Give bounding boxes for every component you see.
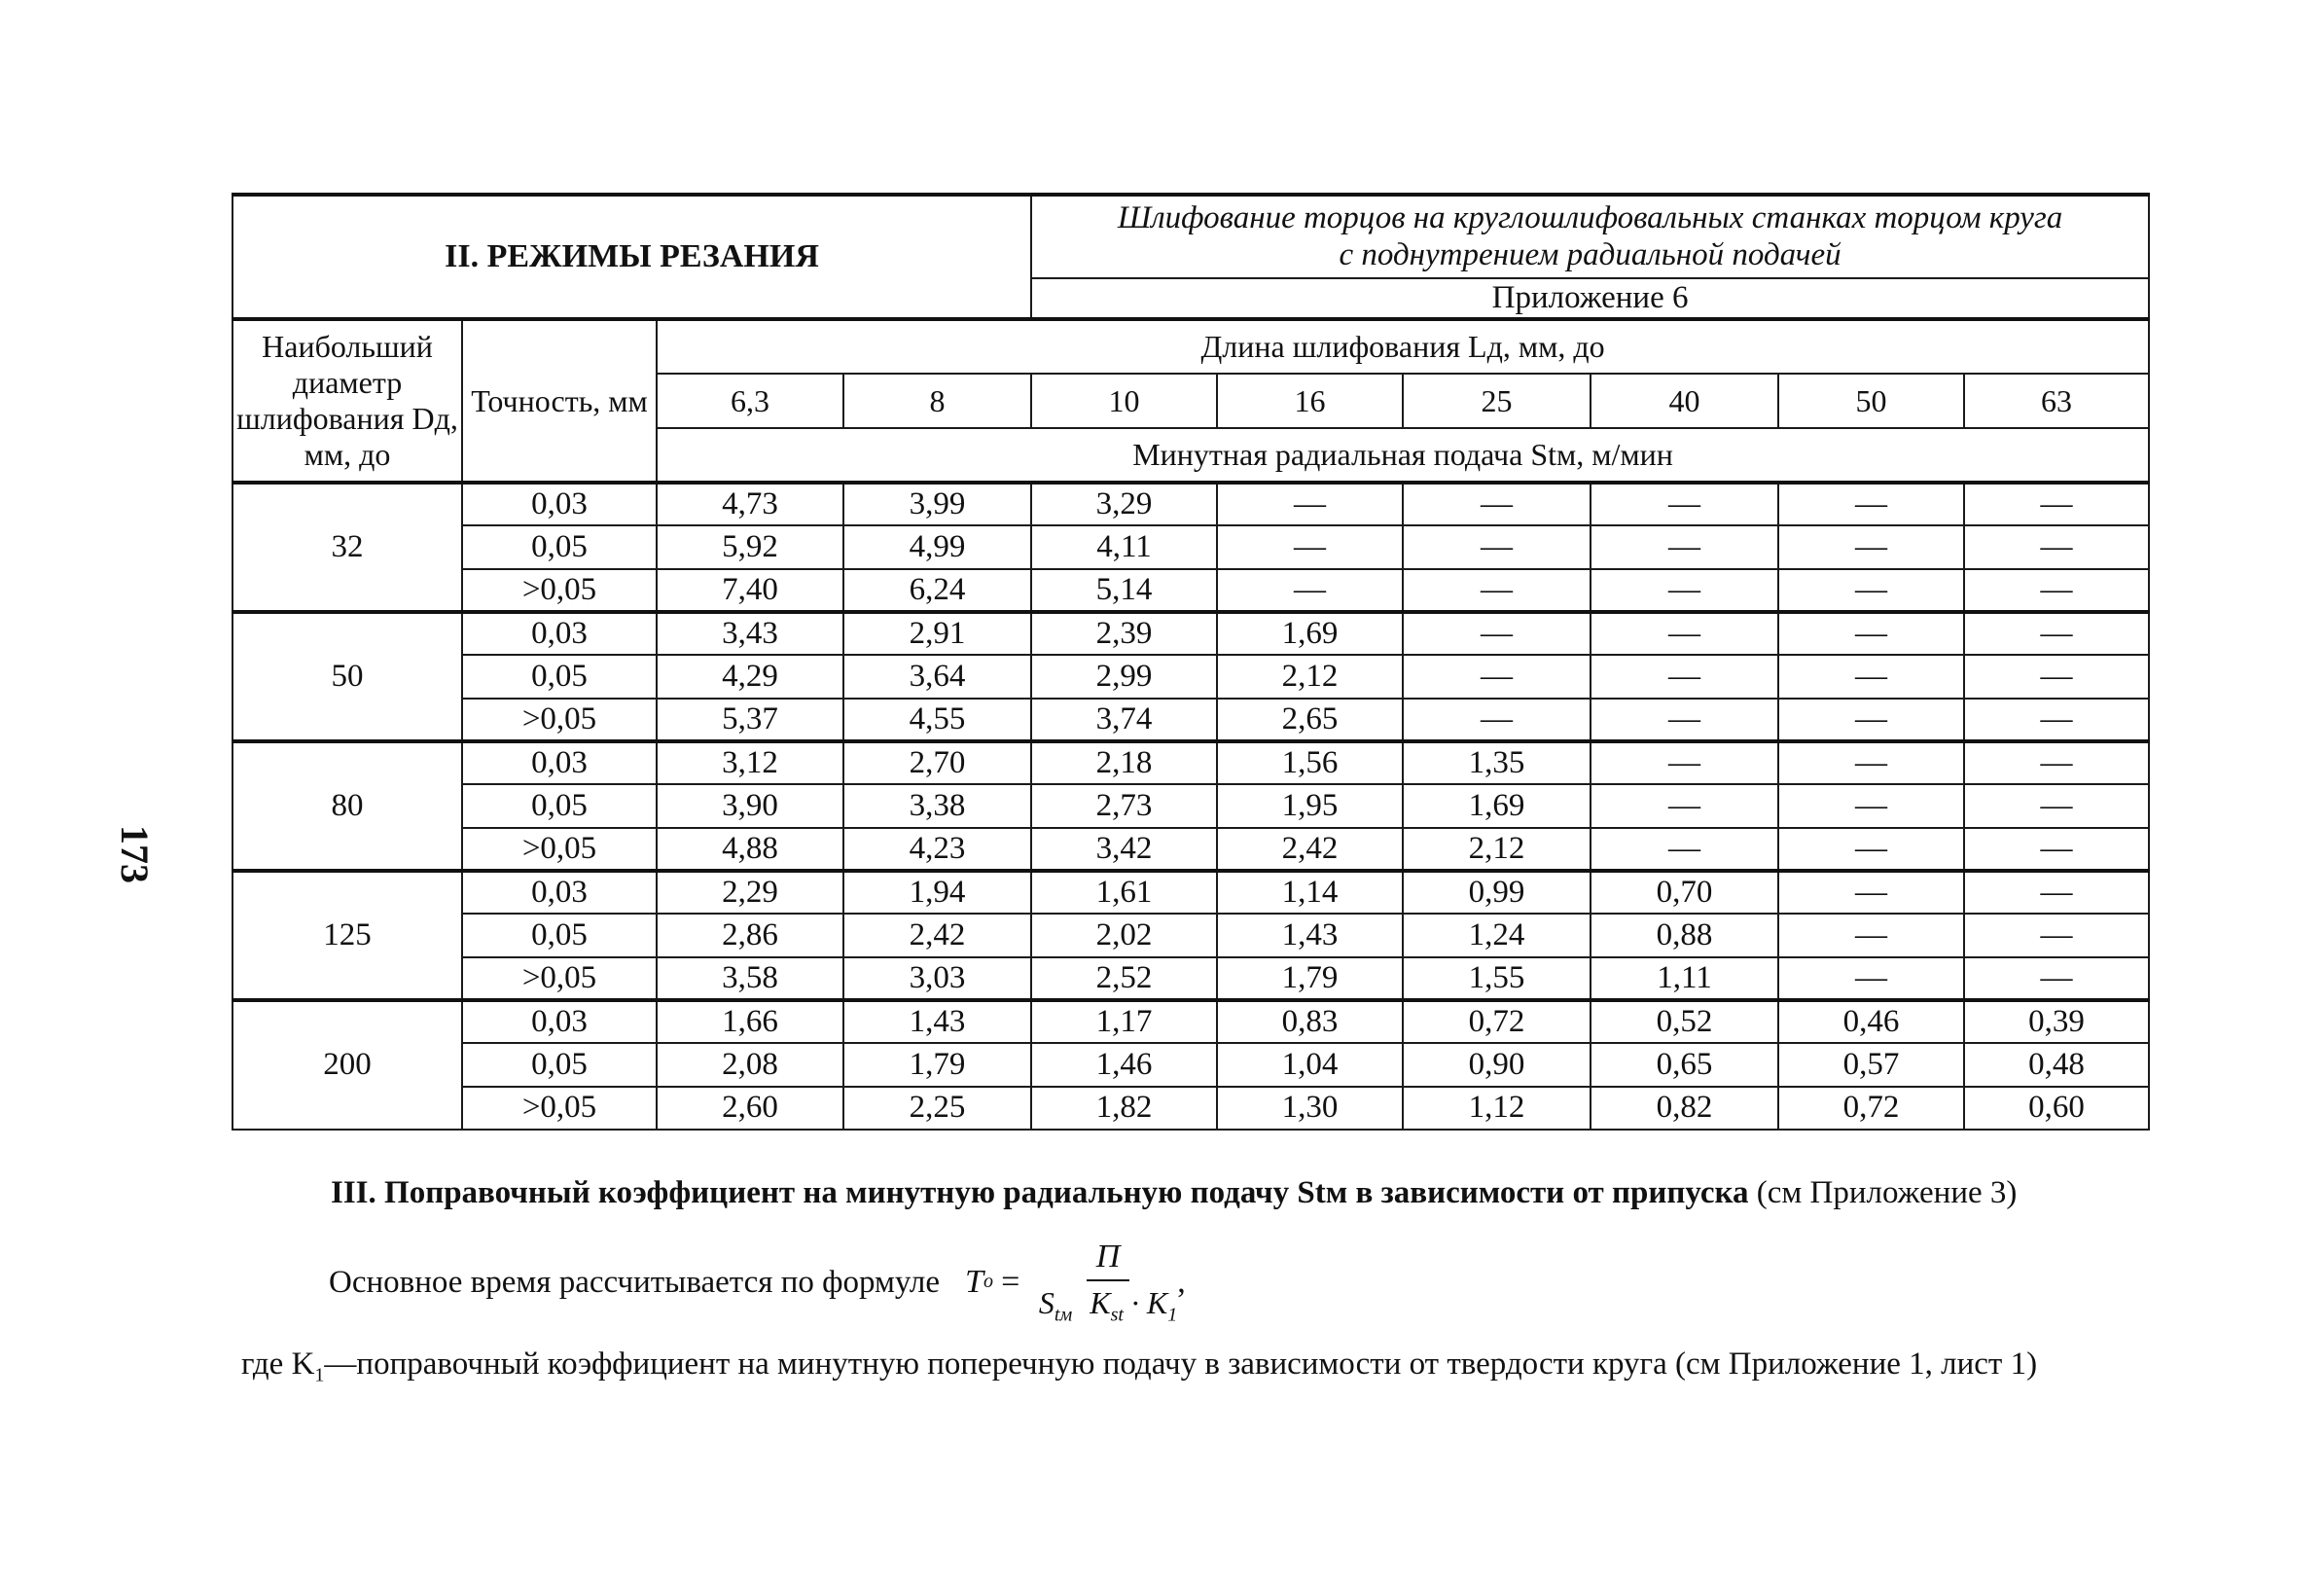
length-value: 16 <box>1217 374 1403 428</box>
feed-value-cell: 1,69 <box>1217 612 1403 655</box>
feed-value-cell: 1,24 <box>1403 914 1591 957</box>
feed-value-cell: — <box>1778 957 1964 1000</box>
feed-value-cell: 1,17 <box>1031 1000 1217 1043</box>
feed-value-cell: — <box>1217 569 1403 612</box>
feed-value-cell: 2,08 <box>657 1043 843 1087</box>
formula-den-k1-sub: 1 <box>1167 1304 1178 1326</box>
feed-value-cell: — <box>1964 741 2149 784</box>
feed-value-cell: 1,46 <box>1031 1043 1217 1087</box>
feed-value-cell: — <box>1778 655 1964 699</box>
feed-value-cell: — <box>1778 569 1964 612</box>
accuracy-cell: 0,03 <box>462 871 657 914</box>
page-number: 173 <box>113 825 157 883</box>
table-row <box>232 784 2149 828</box>
feed-value-cell: — <box>1778 828 1964 871</box>
feed-value-cell: — <box>1591 784 1778 828</box>
diameter-cell: 200 <box>232 1000 462 1130</box>
feed-value-cell: 2,91 <box>843 612 1031 655</box>
table-row <box>232 1087 2149 1130</box>
feed-value-cell: — <box>1591 525 1778 569</box>
accuracy-cell: 0,03 <box>462 612 657 655</box>
feed-value-cell: 0,72 <box>1403 1000 1591 1043</box>
accuracy-cell: 0,05 <box>462 784 657 828</box>
accuracy-cell: >0,05 <box>462 957 657 1000</box>
feed-value-cell: — <box>1591 828 1778 871</box>
feed-value-cell: — <box>1964 655 2149 699</box>
feed-value-cell: 0,88 <box>1591 914 1778 957</box>
formula-den-k1: K <box>1146 1284 1168 1320</box>
feed-value-cell: 2,42 <box>1217 828 1403 871</box>
feed-value-cell: — <box>1217 483 1403 525</box>
feed-value-cell: 4,23 <box>843 828 1031 871</box>
formula-den-s: S <box>1038 1284 1055 1320</box>
feed-value-cell: 1,95 <box>1217 784 1403 828</box>
table-row <box>232 914 2149 957</box>
time-formula <box>965 1239 1186 1326</box>
section-title-cell <box>232 195 1031 319</box>
length-value: 8 <box>843 374 1031 428</box>
feed-value-cell: — <box>1964 483 2149 525</box>
feed-value-cell: 4,55 <box>843 699 1031 741</box>
table-row <box>232 871 2149 914</box>
description-line-2: с поднутрением радиальной подачей <box>1339 236 1841 272</box>
feed-value-cell: 0,57 <box>1778 1043 1964 1087</box>
feed-value-cell: 0,60 <box>1964 1087 2149 1130</box>
table-row <box>232 525 2149 569</box>
formula-lhs-sub: o <box>983 1271 993 1293</box>
formula-tail: , <box>1177 1263 1186 1300</box>
feed-value-cell: 1,55 <box>1403 957 1591 1000</box>
where-prefix: где K <box>241 1347 315 1382</box>
feed-value-cell: 0,46 <box>1778 1000 1964 1043</box>
feed-value-cell: 2,12 <box>1217 655 1403 699</box>
diameter-cell: 125 <box>232 871 462 1000</box>
feed-value-cell: 0,72 <box>1778 1087 1964 1130</box>
feed-value-cell: 3,12 <box>657 741 843 784</box>
feed-value-cell: — <box>1591 612 1778 655</box>
accuracy-cell: >0,05 <box>462 828 657 871</box>
table-row <box>232 957 2149 1000</box>
formula-den-s-sub: tм <box>1054 1304 1073 1326</box>
feed-value-cell: 3,64 <box>843 655 1031 699</box>
formula-intro: Основное время рассчитывается по формуле <box>329 1264 941 1300</box>
where-line <box>241 1347 2037 1387</box>
feed-value-cell: 3,29 <box>1031 483 1217 525</box>
feed-value-cell: — <box>1778 483 1964 525</box>
feed-value-cell: 0,39 <box>1964 1000 2149 1043</box>
feed-value-cell: 1,61 <box>1031 871 1217 914</box>
section-3-reference: (см Приложение 3) <box>1748 1175 2018 1210</box>
feed-value-cell: — <box>1778 784 1964 828</box>
section-3-text <box>331 1175 2160 1211</box>
formula-den-dot: · <box>1130 1284 1139 1320</box>
accuracy-cell: 0,05 <box>462 525 657 569</box>
feed-value-cell: 2,29 <box>657 871 843 914</box>
accuracy-cell: 0,03 <box>462 741 657 784</box>
feed-value-cell: 2,18 <box>1031 741 1217 784</box>
feed-value-cell: 0,82 <box>1591 1087 1778 1130</box>
feed-value-cell: 5,14 <box>1031 569 1217 612</box>
feed-value-cell: — <box>1217 525 1403 569</box>
feed-value-cell: 4,99 <box>843 525 1031 569</box>
feed-value-cell: — <box>1964 914 2149 957</box>
appendix-cell <box>1031 278 2149 319</box>
feed-value-cell: 4,73 <box>657 483 843 525</box>
accuracy-cell: >0,05 <box>462 1087 657 1130</box>
feed-value-cell: 2,25 <box>843 1087 1031 1130</box>
accuracy-header: Точность, мм <box>462 319 657 483</box>
feed-value-cell: 1,79 <box>1217 957 1403 1000</box>
formula-line <box>329 1234 1186 1331</box>
formula-eq: = <box>998 1263 1021 1300</box>
diameter-cell: 80 <box>232 741 462 871</box>
feed-value-cell: 1,43 <box>1217 914 1403 957</box>
feed-value-cell: — <box>1403 483 1591 525</box>
table-row <box>232 1043 2149 1087</box>
table-row <box>232 483 2149 525</box>
feed-value-cell: 2,52 <box>1031 957 1217 1000</box>
table-row <box>232 655 2149 699</box>
feed-value-cell: 0,99 <box>1403 871 1591 914</box>
feed-value-cell: 2,99 <box>1031 655 1217 699</box>
feed-value-cell: 3,74 <box>1031 699 1217 741</box>
formula-lhs: T <box>965 1263 983 1300</box>
feed-value-cell: — <box>1778 871 1964 914</box>
feed-value-cell: — <box>1591 569 1778 612</box>
diameter-cell: 32 <box>232 483 462 612</box>
table-row <box>232 1000 2149 1043</box>
length-value: 63 <box>1964 374 2149 428</box>
feed-value-cell: — <box>1591 483 1778 525</box>
feed-value-cell: — <box>1964 612 2149 655</box>
length-value: 25 <box>1403 374 1591 428</box>
feed-value-cell: 2,73 <box>1031 784 1217 828</box>
feed-value-cell: — <box>1964 784 2149 828</box>
feed-value-cell: 0,83 <box>1217 1000 1403 1043</box>
feed-value-cell: 2,60 <box>657 1087 843 1130</box>
length-value: 10 <box>1031 374 1217 428</box>
feed-value-cell: — <box>1964 699 2149 741</box>
feed-value-cell: 1,14 <box>1217 871 1403 914</box>
feed-value-cell: 1,69 <box>1403 784 1591 828</box>
feed-value-cell: 1,56 <box>1217 741 1403 784</box>
where-sub: 1 <box>314 1364 325 1386</box>
table-row <box>232 612 2149 655</box>
feed-value-cell: — <box>1964 828 2149 871</box>
formula-numerator: П <box>1087 1239 1130 1281</box>
description-cell <box>1031 195 2149 278</box>
length-value: 6,3 <box>657 374 843 428</box>
feed-value-cell: 3,58 <box>657 957 843 1000</box>
section-3-title: III. Поправочный коэффициент на минутную радиальную подачу Stм в зависимости от припуска <box>331 1175 1749 1210</box>
feed-value-cell: 4,11 <box>1031 525 1217 569</box>
feed-value-cell: 3,03 <box>843 957 1031 1000</box>
feed-value-cell: 1,43 <box>843 1000 1031 1043</box>
table-row <box>232 741 2149 784</box>
accuracy-cell: 0,03 <box>462 483 657 525</box>
feed-value-cell: 1,12 <box>1403 1087 1591 1130</box>
feed-value-cell: — <box>1778 699 1964 741</box>
feed-value-cell: 1,82 <box>1031 1087 1217 1130</box>
feed-value-cell: 5,37 <box>657 699 843 741</box>
diameter-header: Наибольший диаметр шлифования Dд, мм, до <box>232 319 462 483</box>
formula-den-k-sub: st <box>1110 1304 1124 1326</box>
feed-value-cell: 2,02 <box>1031 914 1217 957</box>
accuracy-cell: 0,03 <box>462 1000 657 1043</box>
cutting-modes-table <box>232 193 2150 1131</box>
feed-value-cell: — <box>1403 525 1591 569</box>
feed-header: Минутная радиальная подача Stм, м/мин <box>657 428 2149 483</box>
feed-value-cell: 3,38 <box>843 784 1031 828</box>
feed-value-cell: 1,94 <box>843 871 1031 914</box>
feed-value-cell: — <box>1403 612 1591 655</box>
feed-value-cell: — <box>1778 914 1964 957</box>
formula-denominator <box>1039 1281 1177 1326</box>
table-row <box>232 569 2149 612</box>
feed-value-cell: 1,79 <box>843 1043 1031 1087</box>
feed-value-cell: 5,92 <box>657 525 843 569</box>
table-row <box>232 828 2149 871</box>
feed-value-cell: 0,70 <box>1591 871 1778 914</box>
feed-value-cell: — <box>1591 699 1778 741</box>
feed-value-cell: 2,65 <box>1217 699 1403 741</box>
feed-value-cell: 3,90 <box>657 784 843 828</box>
feed-value-cell: — <box>1591 655 1778 699</box>
table-row <box>232 699 2149 741</box>
feed-value-cell: 0,52 <box>1591 1000 1778 1043</box>
feed-value-cell: 1,30 <box>1217 1087 1403 1130</box>
feed-value-cell: — <box>1403 569 1591 612</box>
feed-value-cell: 0,48 <box>1964 1043 2149 1087</box>
accuracy-cell: 0,05 <box>462 1043 657 1087</box>
accuracy-cell: >0,05 <box>462 699 657 741</box>
feed-value-cell: 1,04 <box>1217 1043 1403 1087</box>
feed-value-cell: 4,88 <box>657 828 843 871</box>
feed-value-cell: 0,65 <box>1591 1043 1778 1087</box>
feed-value-cell: 7,40 <box>657 569 843 612</box>
feed-value-cell: 3,99 <box>843 483 1031 525</box>
feed-value-cell: 1,35 <box>1403 741 1591 784</box>
feed-value-cell: 2,86 <box>657 914 843 957</box>
feed-value-cell: 1,11 <box>1591 957 1778 1000</box>
formula-fraction <box>1039 1239 1177 1326</box>
feed-value-cell: — <box>1403 699 1591 741</box>
feed-value-cell: — <box>1778 612 1964 655</box>
length-value: 40 <box>1591 374 1778 428</box>
section-title: II. РЕЖИМЫ РЕЗАНИЯ <box>445 238 819 275</box>
feed-value-cell: — <box>1964 871 2149 914</box>
feed-value-cell: — <box>1778 525 1964 569</box>
feed-value-cell: — <box>1964 525 2149 569</box>
length-value: 50 <box>1778 374 1964 428</box>
length-header: Длина шлифования Lд, мм, до <box>657 319 2149 374</box>
feed-value-cell: 0,90 <box>1403 1043 1591 1087</box>
feed-value-cell: — <box>1778 741 1964 784</box>
where-text: —поправочный коэффициент на минутную поперечную подачу в зависимости от твердости круга (см Приложение 1, лист 1) <box>324 1347 2038 1382</box>
accuracy-cell: 0,05 <box>462 914 657 957</box>
appendix-label: Приложение 6 <box>1491 279 1689 315</box>
description-line-1: Шлифование торцов на круглошлифовальных станках торцом круга <box>1117 199 2063 235</box>
feed-value-cell: 3,42 <box>1031 828 1217 871</box>
feed-value-cell: 1,66 <box>657 1000 843 1043</box>
feed-value-cell: 6,24 <box>843 569 1031 612</box>
feed-value-cell: 2,12 <box>1403 828 1591 871</box>
feed-value-cell: — <box>1964 569 2149 612</box>
feed-value-cell: 2,42 <box>843 914 1031 957</box>
feed-value-cell: — <box>1964 957 2149 1000</box>
feed-value-cell: 4,29 <box>657 655 843 699</box>
accuracy-cell: 0,05 <box>462 655 657 699</box>
feed-value-cell: — <box>1591 741 1778 784</box>
accuracy-cell: >0,05 <box>462 569 657 612</box>
feed-value-cell: — <box>1403 655 1591 699</box>
formula-den-k: K <box>1090 1284 1111 1320</box>
feed-value-cell: 2,70 <box>843 741 1031 784</box>
feed-value-cell: 2,39 <box>1031 612 1217 655</box>
feed-value-cell: 3,43 <box>657 612 843 655</box>
diameter-cell: 50 <box>232 612 462 741</box>
